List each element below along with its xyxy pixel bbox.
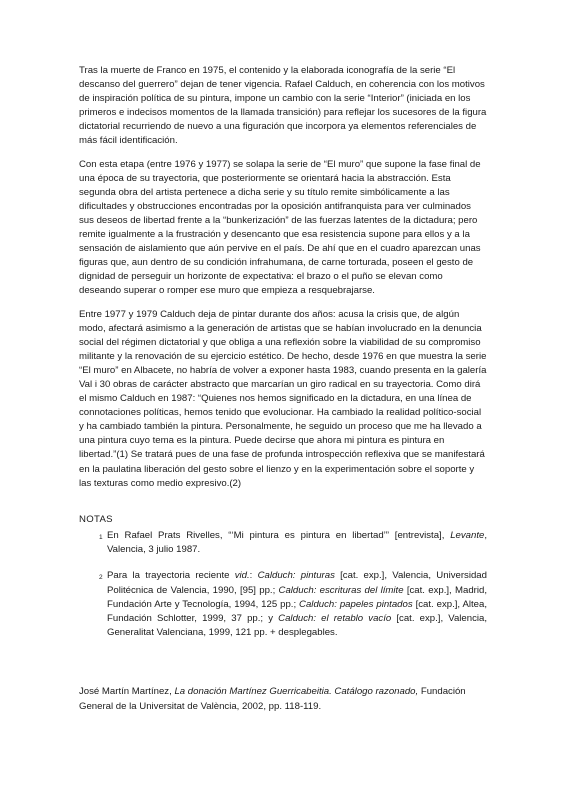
italic-text: Calduch: pinturas: [257, 570, 335, 582]
text-run: [cat. exp.], Valencia, Generalitat Valenciana, 1999, 121 pp. + desplegables.: [107, 613, 488, 639]
notes-heading: NOTAS: [79, 514, 113, 525]
notes-list: [99, 529, 487, 652]
source-credit: [79, 685, 489, 714]
paragraph: Entre 1977 y 1979 Calduch deja de pintar durante dos años: acusa la crisis que, de algún modo, afectará asimismo a la generación de artistas que se habían involucrado en la denuncia social del régimen dictatorial y que obliga a una reflexión sobre la viabilidad de su compromiso militante y la renovación de su ejercicio estético. De hecho, desde 1976 en que muestra la serie “El muro” en Albacete, no habría de volver a exponer hasta 1983, cuando presenta en la galería Val i 30 obras de carácter abstracto que marcarían un giro radical en su trayectoria. Como dirá el mismo Calduch en 1987: “Quienes nos hemos significado en la dictadura, en una línea de connotaciones políticas, hemos tenido que evolucionar. Ha cambiado la realidad político-social y ha cambiado también la pintura. Personalmente, he seguido un proceso que me ha llevado a una pintura cuyo tema es la pintura. Puede decirse que ahora mi pintura es pintura en libertad.”(1) Se tratará pues de una fase de profunda introspección reflexiva que se manifestará en la paulatina liberación del gesto sobre el lienzo y en la experimentación sobre el soporte y las texturas como medio expresivo.(2): [79, 308, 487, 489]
text-run: [cat. exp.], Madrid, Fundación Arte y Tecnología, 1994, 125 pp.;: [107, 584, 487, 610]
footnote-number: 1: [99, 534, 103, 541]
paragraph: Con esta etapa (entre 1976 y 1977) se solapa la serie de “El muro” que supone la fase final de una época de su trayectoria, que posteriormente se orientará hacia la abstracción. Esta segunda obra del artista pertenece a dicha serie y su título remite simbólicamente a las dificultades y obstrucciones encontradas por la oposición antifranquista para ver culminados sus deseos de libertad frente a la “bunkerización” de las fuerzas latentes de la dictadura; pero remite igualmente a la frustración y desencanto que esa resistencia supone para ellos y a la sensación de aislamiento que aún pervive en el país. De ahí que en el cuadro aparezcan unas figuras que, aun dentro de su condición infrahumana, de carne torturada, poseen el gesto de dignidad de perseguir un horizonte de expectativa: el brazo o el puño se elevan como deseando superar o romper ese muro que empieza a resquebrajarse.: [79, 158, 481, 297]
italic-text: vid.: [234, 570, 250, 582]
footnote-text: [107, 570, 487, 638]
text-run: En Rafael Prats Rivelles, “‘Mi pintura es pintura en libertad’” [entrevista],: [107, 530, 451, 541]
italic-text: Calduch: escrituras del límite: [278, 584, 404, 596]
italic-text: La donación Martínez Guerricabeitia. Catálogo razonado,: [174, 686, 419, 697]
italic-text: Calduch: el retablo vacío: [278, 613, 392, 625]
text-run: Para la trayectoria reciente: [107, 570, 235, 582]
footnote: [99, 529, 487, 557]
italic-text: Calduch: papeles pintados: [299, 598, 413, 610]
paragraph: Tras la muerte de Franco en 1975, el contenido y la elaborada iconografía de la serie “El descanso del guerrero” dejan de tener vigencia. Rafael Calduch, en coherencia con los motivos de inspiración política de su pintura, impone un cambio con la serie “Interior” (iniciada en los primeros e indecisos momentos de la llamada transición) para reflejar los sucesores de la figura dictatorial recurriendo de nuevo a una figuración que incorpora ya elementos referenciales de más fácil identificación.: [79, 65, 487, 147]
footnote-text: [107, 530, 487, 555]
text-run: [cat. exp.], Valencia, Universidad Politécnica de Valencia, 1990, [95] pp.;: [107, 570, 487, 596]
footnote-number: 2: [99, 574, 103, 582]
text-run: Fundación General de la Universitat de València, 2002, pp. 118-119.: [79, 686, 466, 712]
footnote: [99, 569, 487, 640]
text-run: José Martín Martínez,: [79, 686, 175, 697]
text-run: :: [249, 570, 258, 582]
article-body: [79, 64, 487, 500]
text-run: , Valencia, 3 julio 1987.: [107, 530, 487, 556]
italic-text: Levante: [450, 530, 485, 541]
text-run: [cat. exp.], Altea, Fundación Schlotter, 1999, 37 pp.; y: [107, 598, 488, 625]
